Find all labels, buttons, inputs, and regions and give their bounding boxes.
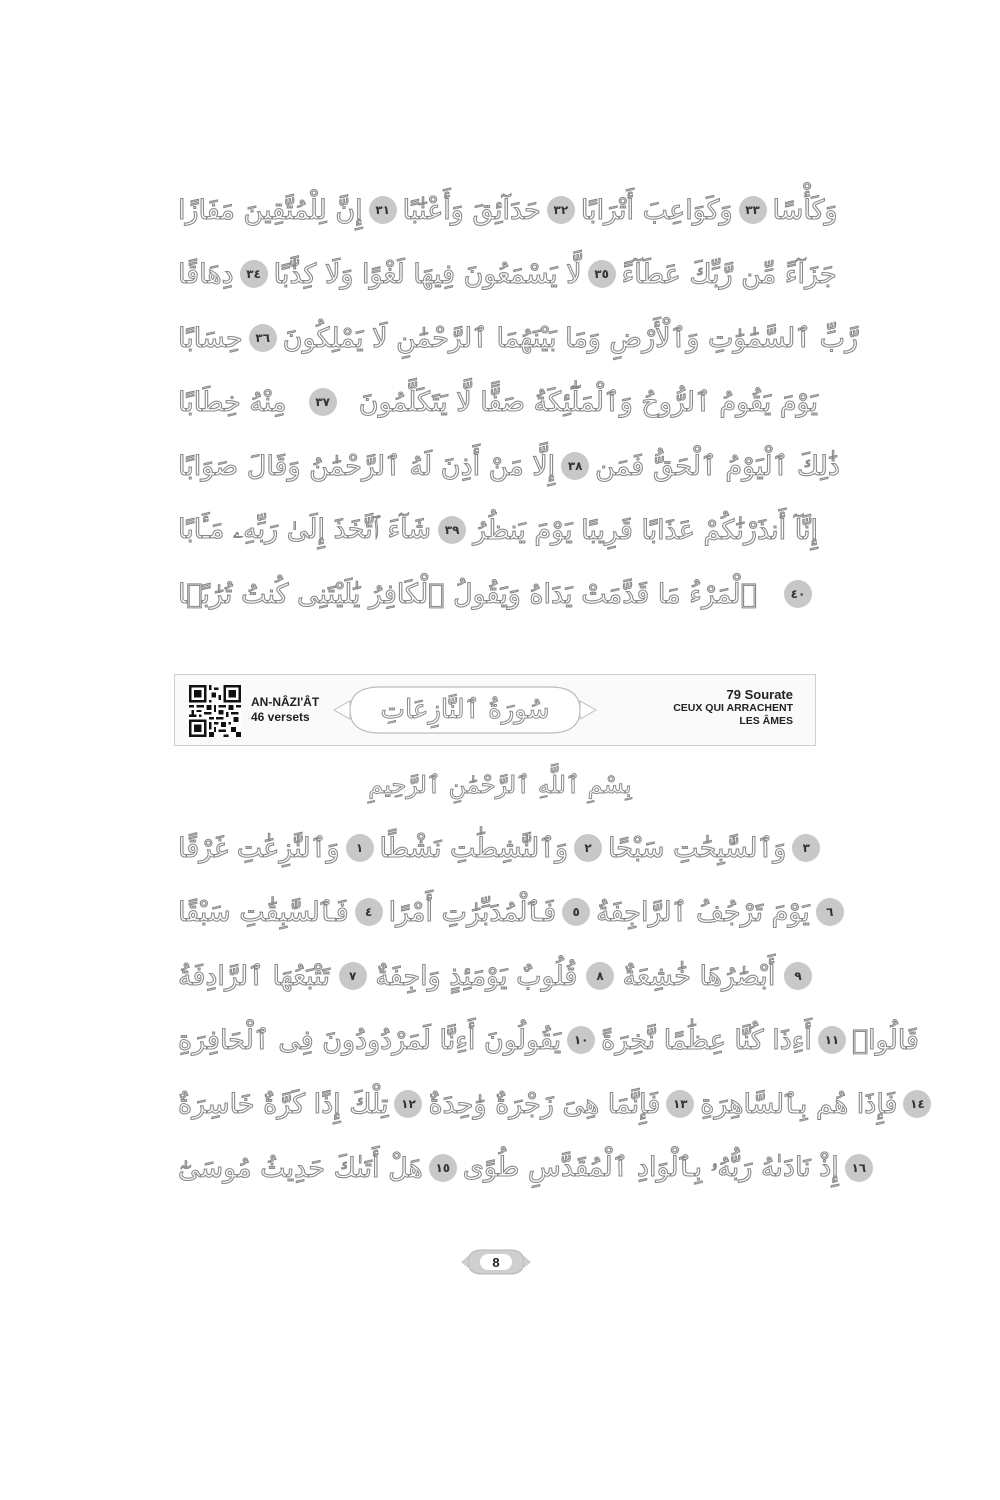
- verse-number-marker: ١٦: [845, 1154, 873, 1182]
- verse-text: وَكَوَاعِبَ أَتْرَابًا: [580, 194, 733, 226]
- text-line: [178, 370, 818, 434]
- verse-text: إِلَّا مَنْ أَذِنَ لَهُ ٱلرَّحْمَٰنُ وَقَالَ صَوَابًا: [178, 450, 556, 482]
- surah-french-title-2: LES ÂMES: [739, 715, 793, 727]
- page-number-badge: [460, 1246, 532, 1278]
- verse-number-marker: ٣٣: [739, 196, 767, 224]
- verse-text: يَقُولُونَ أَءِنَّا لَمَرْدُودُونَ فِى ٱلْحَافِرَةِ: [178, 1024, 562, 1056]
- verse-number-marker: ١١: [818, 1026, 846, 1054]
- verse-text: أَبْصَٰرُهَا خَٰشِعَةٌ: [622, 960, 776, 992]
- verse-number-marker: ٩: [784, 962, 812, 990]
- text-line: [178, 434, 840, 498]
- verse-number-marker: ٤: [355, 898, 383, 926]
- verse-number-marker: ٣٥: [588, 260, 616, 288]
- verse-text: هَلْ أَتَىٰكَ حَدِيثُ مُوسَىٰٓ: [178, 1152, 423, 1184]
- verse-text: يَوْمَ يَقُومُ ٱلرُّوحُ وَٱلْمَلَٰٓئِكَةُ صَفًّا لَّا يَتَكَلَّمُونَ: [358, 386, 818, 418]
- surah-header: [174, 674, 816, 746]
- verse-text: لَّا يَسْمَعُونَ فِيهَا لَغْوًا وَلَا كِذَّٰبًا: [273, 258, 582, 290]
- surah-title-cartouche: [330, 679, 600, 741]
- verse-number-marker: ٥: [562, 898, 590, 926]
- verse-number-marker: ١٠: [567, 1026, 595, 1054]
- verse-number-marker: ١٥: [429, 1154, 457, 1182]
- text-line: [178, 242, 837, 306]
- verse-text: شَآءَ ٱتَّخَذَ إِلَىٰ رَبِّهِۦ مَـَٔابًا: [178, 514, 432, 545]
- verse-text: يَوْمَ تَرْجُفُ ٱلرَّاجِفَةُ: [596, 896, 810, 928]
- verse-text: ذَٰلِكَ ٱلْيَوْمُ ٱلْحَقُّ فَمَن: [595, 450, 840, 482]
- text-line: [178, 498, 818, 562]
- verse-number-marker: ١٤: [903, 1090, 931, 1118]
- qr-code-icon: [189, 685, 241, 737]
- text-line: [178, 562, 818, 626]
- verse-text: ٱلْمَرْءُ مَا قَدَّمَتْ يَدَاهُ وَيَقُولُ ٱلْكَافِرُ يَٰلَيْتَنِى كُنتُ تُرَٰبًۢا: [178, 578, 757, 610]
- text-line: [178, 880, 834, 944]
- verse-number-marker: ٢: [574, 834, 602, 862]
- verse-text: وَكَأْسًا: [772, 194, 838, 226]
- basmala: بِسْمِ ٱللَّهِ ٱلرَّحْمَٰنِ ٱلرَّحِيمِ: [368, 771, 632, 799]
- verse-text: فَإِذَا هُم بِٱلسَّاهِرَةِ: [700, 1088, 898, 1120]
- qr-code[interactable]: [189, 685, 241, 737]
- verse-text: رَّبِّ ٱلسَّمَٰوَٰتِ وَٱلْأَرْضِ وَمَا بَيْنَهُمَا ٱلرَّحْمَٰنِ لَا يَمْلِكُونَ: [282, 322, 859, 354]
- verse-text: قَالُوا۟: [851, 1024, 919, 1056]
- verse-text: جَزَآءً مِّن رَّبِّكَ عَطَآءً: [621, 258, 837, 290]
- verse-number-marker: ٣١: [369, 196, 397, 224]
- verse-text: فَٱلسَّٰبِقَٰتِ سَبْقًا: [178, 896, 349, 928]
- verse-number-marker: ٧: [339, 962, 367, 990]
- surah-french-title-1: CEUX QUI ARRACHENT: [673, 702, 793, 714]
- verse-text: دِهَاقًا: [178, 258, 234, 290]
- surah-translit-block: [251, 695, 319, 724]
- verse-text: وَٱلنَّٰزِعَٰتِ غَرْقًا: [178, 832, 340, 864]
- text-line: [178, 1136, 867, 1200]
- verse-number-marker: ٣٤: [240, 260, 268, 288]
- verse-text: أَءِذَا كُنَّا عِظَٰمًا نَّخِرَةً: [601, 1024, 812, 1056]
- verse-number-marker: ٣٦: [249, 324, 277, 352]
- surah-translit: AN-NÂZI'ÂT: [251, 695, 320, 709]
- text-line: [178, 816, 818, 880]
- verse-number-marker: ١: [346, 834, 374, 862]
- surah-title-arabic: سُورَةُ ٱلنَّازِعَاتِ: [380, 695, 550, 725]
- verse-number-marker: ٣٩: [438, 516, 466, 544]
- verse-text: إِذْ نَادَىٰهُ رَبُّهُۥ بِٱلْوَادِ ٱلْمُقَدَّسِ طُوًى: [462, 1152, 839, 1183]
- text-line: [178, 178, 838, 242]
- verse-number-marker: ٣: [792, 834, 820, 862]
- verse-number-marker: ٣٧: [309, 388, 337, 416]
- verse-count: 46 versets: [251, 710, 310, 724]
- text-line: [178, 306, 859, 370]
- text-line: [178, 944, 818, 1008]
- surah-number: 79 Sourate: [726, 687, 793, 702]
- verse-text: قُلُوبٌ يَوْمَئِذٍ وَاجِفَةٌ: [375, 960, 578, 992]
- verse-text: فَٱلْمُدَبِّرَٰتِ أَمْرًا: [388, 896, 557, 928]
- verse-text: وَٱلنَّٰشِطَٰتِ نَشْطًا: [379, 832, 569, 864]
- verse-number-marker: ٤٠: [784, 580, 812, 608]
- verse-text: وَٱلسَّٰبِحَٰتِ سَبْحًا: [608, 832, 787, 864]
- verse-text: إِنَّآ أَنذَرْنَٰكُمْ عَذَابًا قَرِيبًا يَوْمَ يَنظُرُ: [473, 514, 818, 546]
- surah-info-block: [673, 687, 793, 728]
- quran-text-bottom: [178, 816, 925, 1200]
- verse-text: تِلْكَ إِذًا كَرَّةٌ خَاسِرَةٌ: [178, 1088, 389, 1120]
- verse-text: مِنْهُ خِطَابًا: [178, 386, 287, 418]
- text-line: [178, 1008, 919, 1072]
- verse-text: تَتْبَعُهَا ٱلرَّادِفَةُ: [178, 960, 330, 992]
- quran-text-top: [178, 178, 859, 626]
- verse-number-marker: ١٢: [394, 1090, 422, 1118]
- verse-number-marker: ٦: [816, 898, 844, 926]
- verse-text: إِنَّ لِلْمُتَّقِينَ مَفَازًا: [178, 194, 363, 226]
- verse-number-marker: ٨: [586, 962, 614, 990]
- verse-text: حَدَآئِقَ وَأَعْنَٰبًا: [402, 194, 541, 226]
- verse-number-marker: ٣٢: [547, 196, 575, 224]
- text-line: [178, 1072, 925, 1136]
- verse-number-marker: ١٣: [666, 1090, 694, 1118]
- verse-text: حِسَابًا: [178, 322, 243, 354]
- verse-number-marker: ٣٨: [561, 452, 589, 480]
- verse-text: فَإِنَّمَا هِىَ زَجْرَةٌ وَٰحِدَةٌ: [428, 1088, 661, 1120]
- page-number: 8: [492, 1254, 500, 1270]
